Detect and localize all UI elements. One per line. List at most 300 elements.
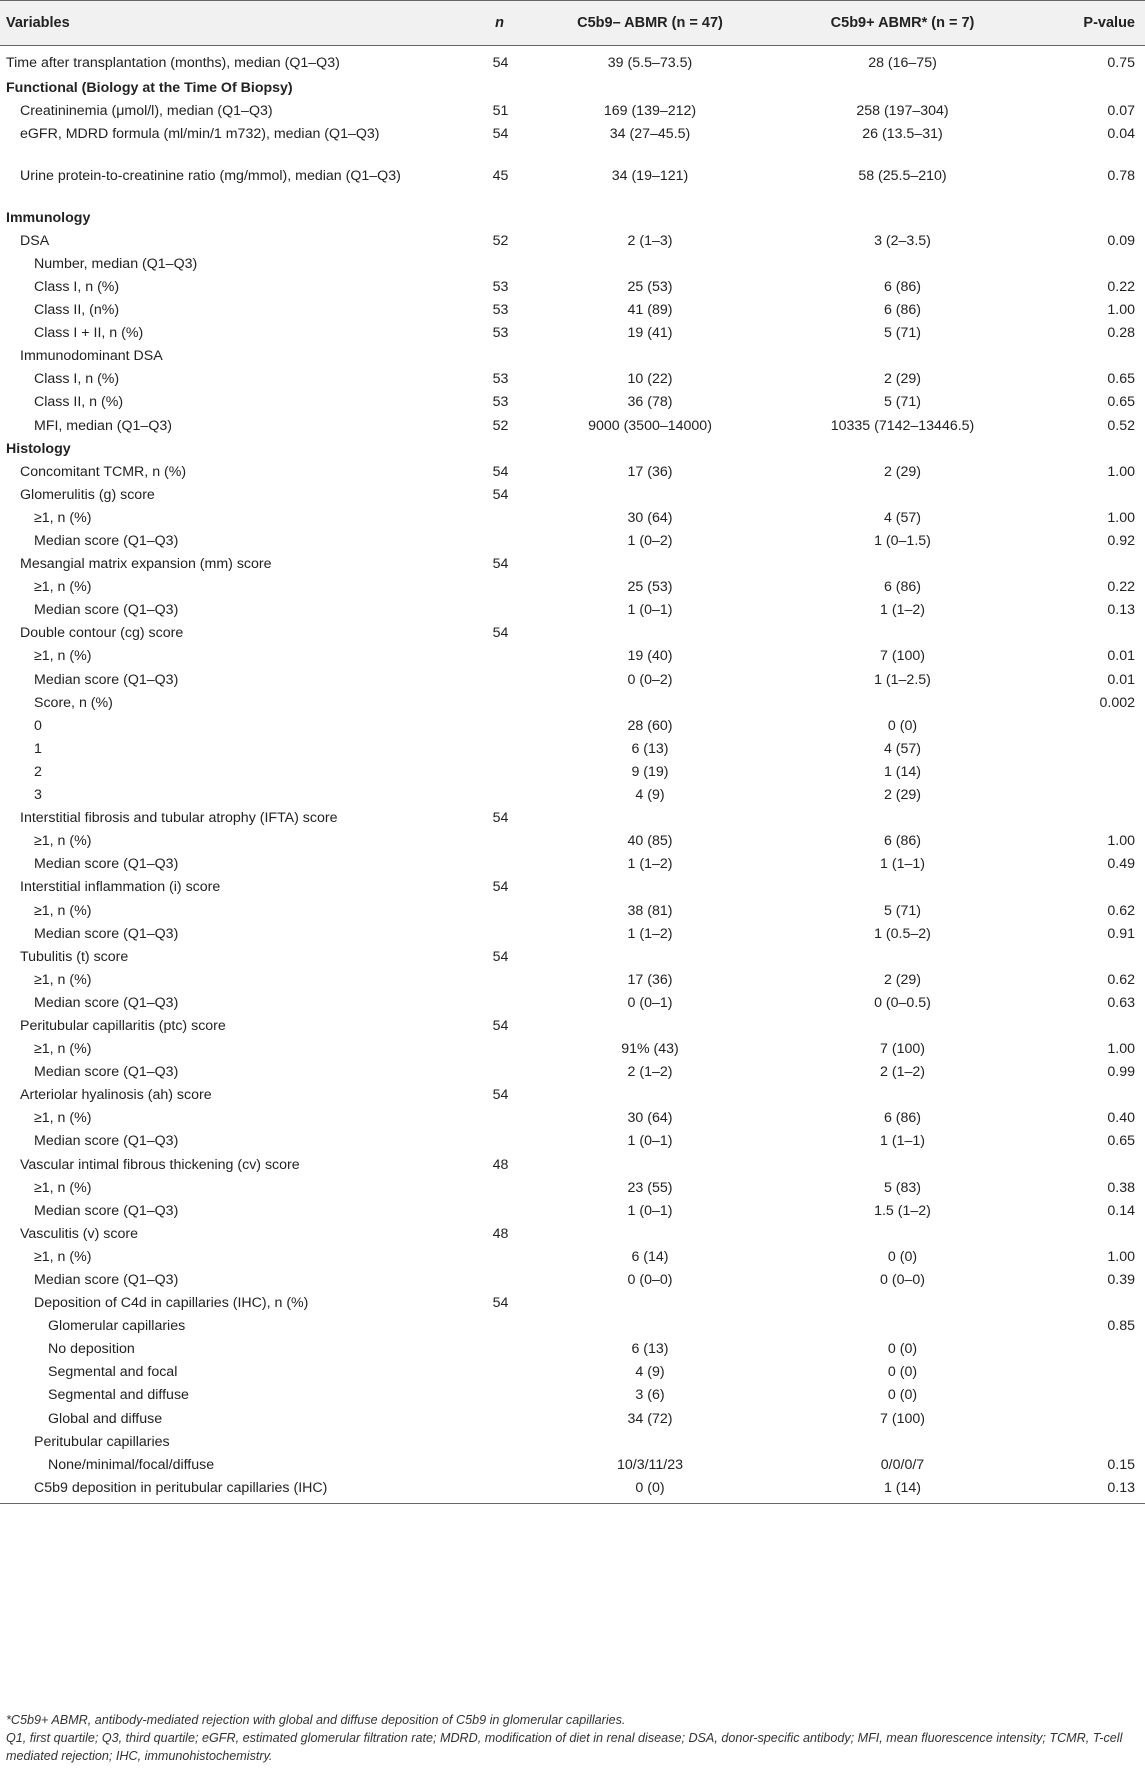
cell-c5b9-positive: 2 (1–2) <box>880 1064 925 1081</box>
cell-p-value <box>1030 737 1145 760</box>
cell-p-value <box>1030 1337 1145 1360</box>
cell-c5b9-positive: 0 (0) <box>887 1387 918 1404</box>
cell-n <box>440 1337 525 1360</box>
cell-c5b9-negative <box>525 552 775 575</box>
cell-variable: Median score (Q1–Q3) <box>34 1272 179 1288</box>
cell-n: 51 <box>492 102 509 119</box>
cell-c5b9-positive <box>775 1222 1030 1245</box>
cell-c5b9-negative: 4 (9) <box>635 1364 665 1381</box>
cell-c5b9-positive <box>775 945 1030 968</box>
table-row <box>0 344 1145 367</box>
cell-c5b9-negative: 0 (0–1) <box>627 994 673 1011</box>
cell-p-value: 0.52 <box>1107 417 1135 434</box>
cell-p-value: 0.01 <box>1107 671 1135 688</box>
cell-n: 52 <box>492 417 509 434</box>
cell-p-value <box>1030 1083 1145 1106</box>
cell-variable: Immunology <box>6 209 91 226</box>
cell-n <box>440 899 525 922</box>
section-row <box>0 76 1145 99</box>
cell-variable: 1 <box>34 740 42 757</box>
table-row <box>0 1129 1145 1152</box>
cell-c5b9-negative: 1 (1–2) <box>627 856 673 873</box>
cell-c5b9-positive: 0 (0) <box>887 1341 918 1358</box>
table-row <box>0 1430 1145 1453</box>
cell-p-value: 1.00 <box>1107 302 1135 319</box>
cell-p-value: 1.00 <box>1107 833 1135 850</box>
table-row <box>0 483 1145 506</box>
table-row <box>0 922 1145 945</box>
cell-n: 54 <box>492 879 509 896</box>
cell-p-value <box>1030 1222 1145 1245</box>
cell-n <box>440 1453 525 1476</box>
cell-p-value <box>1030 714 1145 737</box>
table-body <box>0 46 1145 1504</box>
cell-p-value <box>1030 945 1145 968</box>
cell-variable: Interstitial inflammation (i) score <box>20 879 221 896</box>
cell-variable: Creatininemia (μmol/l), median (Q1–Q3) <box>20 102 273 119</box>
cell-variable: Glomerulitis (g) score <box>20 486 155 503</box>
cell-c5b9-negative: 3 (6) <box>635 1387 665 1404</box>
table-row <box>0 552 1145 575</box>
cell-n <box>440 206 525 229</box>
cell-p-value: 0.65 <box>1107 394 1135 411</box>
cell-n <box>440 76 525 99</box>
cell-c5b9-positive <box>775 691 1030 714</box>
cell-p-value <box>1030 783 1145 806</box>
cell-n <box>440 968 525 991</box>
cell-n <box>440 252 525 275</box>
cell-p-value: 1.00 <box>1107 1248 1135 1265</box>
table-row <box>0 46 1145 76</box>
cell-n <box>440 668 525 691</box>
table-row <box>0 783 1145 806</box>
cell-n: 54 <box>492 1295 509 1312</box>
cell-c5b9-negative <box>525 691 775 714</box>
cell-n: 53 <box>492 394 509 411</box>
cell-n: 52 <box>492 232 509 249</box>
cell-n <box>440 575 525 598</box>
cell-c5b9-negative: 28 (60) <box>627 717 673 734</box>
table-row <box>0 1337 1145 1360</box>
cell-variable: Score, n (%) <box>34 694 113 711</box>
cell-c5b9-negative <box>525 437 775 460</box>
cell-c5b9-positive: 4 (57) <box>883 509 922 526</box>
cell-variable: Glomerular capillaries <box>48 1318 186 1335</box>
cell-p-value: 0.49 <box>1107 856 1135 873</box>
cell-variable: Median score (Q1–Q3) <box>34 994 179 1011</box>
cell-p-value <box>1030 621 1145 644</box>
cell-p-value: 0.002 <box>1099 694 1135 711</box>
cell-variable: Class I, n (%) <box>34 278 120 295</box>
cell-variable: Functional (Biology at the Time Of Biopsy) <box>6 79 293 96</box>
cell-variable: Median score (Q1–Q3) <box>34 856 179 873</box>
cell-variable: Number, median (Q1–Q3) <box>34 255 198 272</box>
table-row <box>0 575 1145 598</box>
cell-variable: DSA <box>20 232 50 249</box>
cell-p-value <box>1030 483 1145 506</box>
cell-p-value <box>1030 1407 1145 1430</box>
cell-c5b9-negative <box>525 1014 775 1037</box>
cell-c5b9-negative: 17 (36) <box>627 971 673 988</box>
cell-n <box>440 598 525 621</box>
cell-variable: 3 <box>34 787 42 804</box>
cell-n: 54 <box>492 1017 509 1034</box>
cell-c5b9-negative: 0 (0) <box>635 1479 665 1496</box>
cell-c5b9-positive: 1 (1–1) <box>880 1133 925 1150</box>
cell-c5b9-negative <box>525 252 775 275</box>
cell-c5b9-positive: 258 (197–304) <box>856 102 949 119</box>
cell-c5b9-negative: 9000 (3500–14000) <box>588 417 712 434</box>
cell-c5b9-negative: 40 (85) <box>627 833 673 850</box>
cell-c5b9-positive: 28 (16–75) <box>868 55 937 71</box>
cell-p-value <box>1030 1291 1145 1314</box>
footnotes <box>6 1711 1136 1765</box>
cell-variable: ≥1, n (%) <box>34 902 92 919</box>
cell-c5b9-negative: 0 (0–0) <box>627 1272 673 1288</box>
cell-variable: None/minimal/focal/diffuse <box>48 1456 215 1473</box>
cell-variable: MFI, median (Q1–Q3) <box>34 417 172 434</box>
cell-c5b9-positive: 1 (1–2.5) <box>874 671 931 688</box>
table-row <box>0 1106 1145 1129</box>
footnote-abbreviations: Q1, first quartile; Q3, third quartile; eGFR, estimated glomerular filtration rate; MDRD, modification of diet in renal disease; DSA, donor-specific antibody; MFI, mean fluorescence intensity; TCMR, T-cell mediated rejection; IHC, immunohistochemistry. <box>6 1731 1123 1763</box>
cell-variable: Median score (Q1–Q3) <box>34 1064 179 1081</box>
cell-c5b9-negative <box>525 1314 775 1337</box>
table-row <box>0 1268 1145 1291</box>
cell-c5b9-negative: 25 (53) <box>627 278 673 295</box>
cell-c5b9-positive: 2 (29) <box>883 463 922 480</box>
cell-n: 54 <box>492 948 509 965</box>
cell-variable: ≥1, n (%) <box>34 1041 92 1058</box>
cell-c5b9-negative: 1 (0–1) <box>627 1133 673 1150</box>
table-row <box>0 164 1145 206</box>
cell-p-value: 0.28 <box>1107 325 1135 342</box>
table-header <box>0 1 1145 46</box>
cell-n <box>440 1268 525 1291</box>
cell-c5b9-negative: 9 (19) <box>631 763 669 780</box>
cell-n <box>440 760 525 783</box>
cell-p-value: 1.00 <box>1107 463 1135 480</box>
cell-c5b9-negative <box>525 1430 775 1453</box>
section-row <box>0 206 1145 229</box>
cell-variable: ≥1, n (%) <box>34 1110 92 1127</box>
cell-c5b9-positive: 10335 (7142–13446.5) <box>830 417 975 434</box>
cell-p-value <box>1030 875 1145 898</box>
cell-n <box>440 783 525 806</box>
cell-p-value <box>1030 552 1145 575</box>
cell-n: 48 <box>492 1225 509 1242</box>
cell-variable: eGFR, MDRD formula (ml/min/1 m732), median (Q1–Q3) <box>20 125 380 142</box>
cell-p-value <box>1030 76 1145 99</box>
section-row <box>0 437 1145 460</box>
table-row <box>0 122 1145 164</box>
table-row <box>0 829 1145 852</box>
cell-c5b9-negative: 6 (13) <box>631 740 669 757</box>
cell-c5b9-negative <box>525 1222 775 1245</box>
cell-p-value: 0.78 <box>1107 167 1135 184</box>
cell-c5b9-positive: 2 (29) <box>883 787 922 804</box>
table-row <box>0 621 1145 644</box>
cell-c5b9-negative: 34 (19–121) <box>611 167 689 184</box>
cell-n <box>440 1383 525 1406</box>
cell-variable: Mesangial matrix expansion (mm) score <box>20 556 272 573</box>
cell-p-value: 0.09 <box>1107 232 1135 249</box>
cell-n <box>440 1476 525 1504</box>
cell-c5b9-positive: 0/0/0/7 <box>880 1456 925 1473</box>
table-row <box>0 968 1145 991</box>
table-row <box>0 99 1145 122</box>
cell-variable: Vascular intimal fibrous thickening (cv) score <box>20 1156 300 1173</box>
cell-c5b9-positive: 4 (57) <box>883 740 922 757</box>
cell-c5b9-positive <box>775 1083 1030 1106</box>
cell-p-value: 0.65 <box>1107 1133 1135 1150</box>
cell-variable: C5b9 deposition in peritubular capillaries (IHC) <box>34 1479 328 1496</box>
cell-p-value <box>1030 1014 1145 1037</box>
cell-variable: Segmental and focal <box>48 1364 178 1381</box>
table-row <box>0 229 1145 252</box>
cell-p-value: 0.22 <box>1107 579 1135 596</box>
cell-n <box>440 506 525 529</box>
cell-c5b9-negative: 34 (72) <box>627 1410 673 1427</box>
cell-n <box>440 344 525 367</box>
cell-c5b9-negative: 39 (5.5–73.5) <box>607 55 693 71</box>
cell-c5b9-positive <box>775 344 1030 367</box>
cell-c5b9-positive: 6 (86) <box>883 833 922 850</box>
cell-c5b9-positive: 0 (0) <box>887 717 918 734</box>
cell-c5b9-negative <box>525 483 775 506</box>
table-row <box>0 275 1145 298</box>
cell-c5b9-positive: 7 (100) <box>880 1410 925 1427</box>
cell-c5b9-negative <box>525 1291 775 1314</box>
cell-c5b9-negative: 4 (9) <box>635 787 665 804</box>
cell-c5b9-positive: 6 (86) <box>883 579 922 596</box>
cell-c5b9-positive <box>775 483 1030 506</box>
cell-c5b9-negative: 91% (43) <box>621 1041 679 1058</box>
cell-c5b9-positive: 6 (86) <box>883 1110 922 1127</box>
cell-variable: Arteriolar hyalinosis (ah) score <box>20 1087 212 1104</box>
cell-p-value: 0.62 <box>1107 971 1135 988</box>
cell-variable: 2 <box>34 763 42 780</box>
cell-c5b9-positive: 7 (100) <box>880 1041 925 1058</box>
cell-variable: Interstitial fibrosis and tubular atrophy (IFTA) score <box>20 810 338 827</box>
cell-variable: Median score (Q1–Q3) <box>34 1133 179 1150</box>
cell-c5b9-negative: 169 (139–212) <box>603 102 697 119</box>
table-row <box>0 691 1145 714</box>
cell-variable: Deposition of C4d in capillaries (IHC), n (%) <box>34 1295 309 1312</box>
cell-c5b9-positive: 0 (0) <box>887 1248 918 1265</box>
cell-variable: ≥1, n (%) <box>34 579 92 596</box>
cell-variable: Segmental and diffuse <box>48 1387 189 1404</box>
table-row <box>0 1383 1145 1406</box>
table-row <box>0 1314 1145 1337</box>
cell-c5b9-negative: 34 (27–45.5) <box>609 125 691 142</box>
cell-n <box>440 714 525 737</box>
cell-c5b9-positive: 3 (2–3.5) <box>874 232 931 249</box>
cell-variable: ≥1, n (%) <box>34 648 92 665</box>
cell-p-value <box>1030 252 1145 275</box>
cell-n <box>440 1106 525 1129</box>
cell-c5b9-negative: 6 (13) <box>631 1341 669 1358</box>
cell-c5b9-positive: 1 (1–1) <box>880 856 925 873</box>
cell-c5b9-negative: 30 (64) <box>627 509 673 526</box>
cell-variable: Median score (Q1–Q3) <box>34 1202 179 1219</box>
cell-c5b9-positive: 7 (100) <box>880 648 925 665</box>
cell-variable: Class II, n (%) <box>34 394 124 411</box>
cell-n: 48 <box>492 1156 509 1173</box>
cell-c5b9-positive: 6 (86) <box>883 302 922 319</box>
cell-p-value: 0.92 <box>1107 533 1135 549</box>
table-row <box>0 1222 1145 1245</box>
cell-p-value: 0.85 <box>1107 1318 1135 1335</box>
cell-c5b9-positive <box>775 1430 1030 1453</box>
cell-variable: Peritubular capillaritis (ptc) score <box>20 1017 226 1034</box>
cell-n <box>440 1060 525 1083</box>
cell-variable: Class I, n (%) <box>34 371 120 388</box>
cell-c5b9-negative: 41 (89) <box>627 302 673 319</box>
table-row <box>0 414 1145 437</box>
cell-n <box>440 1360 525 1383</box>
cell-c5b9-positive: 1 (1–2) <box>880 602 925 619</box>
cell-p-value: 0.75 <box>1107 55 1135 71</box>
cell-c5b9-negative <box>525 344 775 367</box>
cell-n <box>440 644 525 667</box>
table-row <box>0 991 1145 1014</box>
cell-c5b9-positive <box>775 1014 1030 1037</box>
table-row <box>0 737 1145 760</box>
cell-variable: Class I + II, n (%) <box>34 325 144 342</box>
cell-c5b9-negative: 10/3/11/23 <box>616 1456 683 1473</box>
cell-variable: ≥1, n (%) <box>34 833 92 850</box>
cell-variable: Median score (Q1–Q3) <box>34 671 179 688</box>
cell-c5b9-positive: 1.5 (1–2) <box>874 1202 931 1219</box>
cell-c5b9-negative: 1 (1–2) <box>627 925 673 942</box>
cell-c5b9-negative <box>525 806 775 829</box>
cell-n: 54 <box>492 625 509 642</box>
table-row <box>0 598 1145 621</box>
header-c5b9-positive: C5b9+ ABMR* (n = 7) <box>775 1 1030 46</box>
table-row <box>0 1037 1145 1060</box>
cell-p-value: 0.13 <box>1107 602 1135 619</box>
cell-c5b9-negative <box>525 621 775 644</box>
cell-p-value: 0.38 <box>1107 1179 1135 1196</box>
cell-n <box>440 1314 525 1337</box>
table-row <box>0 875 1145 898</box>
cell-n <box>440 1430 525 1453</box>
cell-variable: ≥1, n (%) <box>34 1248 92 1265</box>
table-row <box>0 1153 1145 1176</box>
cell-variable: Immunodominant DSA <box>20 348 163 365</box>
cell-variable: Peritubular capillaries <box>34 1433 170 1450</box>
cell-c5b9-positive: 0 (0) <box>887 1364 918 1381</box>
table-row <box>0 945 1145 968</box>
cell-c5b9-positive <box>775 1314 1030 1337</box>
cell-c5b9-positive <box>775 206 1030 229</box>
table-row <box>0 367 1145 390</box>
cell-c5b9-negative: 2 (1–2) <box>627 1064 673 1081</box>
cell-n: 53 <box>492 325 509 342</box>
cell-c5b9-positive <box>775 252 1030 275</box>
cell-c5b9-positive <box>775 437 1030 460</box>
cell-c5b9-negative: 19 (41) <box>627 325 673 342</box>
cell-variable: No deposition <box>48 1341 135 1358</box>
table-row <box>0 390 1145 413</box>
table-row <box>0 1083 1145 1106</box>
cell-c5b9-positive: 1 (0.5–2) <box>874 925 931 942</box>
table-row <box>0 806 1145 829</box>
footnote-asterisk: *C5b9+ ABMR, antibody-mediated rejection with global and diffuse deposition of C5b9 in glomerular capillaries. <box>6 1713 626 1727</box>
table-row <box>0 1407 1145 1430</box>
cell-c5b9-negative: 30 (64) <box>627 1110 673 1127</box>
cell-c5b9-negative: 23 (55) <box>627 1179 673 1196</box>
table-row <box>0 852 1145 875</box>
header-c5b9-negative: C5b9– ABMR (n = 47) <box>525 1 775 46</box>
cell-n <box>440 1199 525 1222</box>
cell-p-value <box>1030 1383 1145 1406</box>
cell-n <box>440 691 525 714</box>
cell-c5b9-negative: 17 (36) <box>627 463 673 480</box>
cell-c5b9-positive <box>775 1291 1030 1314</box>
cell-c5b9-negative: 1 (0–1) <box>627 602 673 619</box>
header-p-value: P-value <box>1030 1 1145 46</box>
cell-c5b9-negative: 10 (22) <box>627 371 673 388</box>
cell-n: 54 <box>492 463 509 480</box>
cell-variable: Median score (Q1–Q3) <box>34 533 179 549</box>
cell-c5b9-positive: 0 (0–0.5) <box>874 994 931 1011</box>
table-row <box>0 460 1145 483</box>
table-row <box>0 1014 1145 1037</box>
table-row <box>0 899 1145 922</box>
cell-p-value <box>1030 1153 1145 1176</box>
cell-n <box>440 991 525 1014</box>
cell-n: 54 <box>492 486 509 503</box>
cell-n <box>440 1407 525 1430</box>
table-row <box>0 252 1145 275</box>
cell-n: 54 <box>492 1087 509 1104</box>
cell-n: 53 <box>492 302 509 319</box>
cell-c5b9-positive: 5 (71) <box>883 902 922 919</box>
table-row <box>0 506 1145 529</box>
cell-variable: Median score (Q1–Q3) <box>34 602 179 619</box>
cell-c5b9-negative: 38 (81) <box>627 902 673 919</box>
cell-n <box>440 829 525 852</box>
cell-p-value <box>1030 437 1145 460</box>
table-row <box>0 1176 1145 1199</box>
cell-p-value: 1.00 <box>1107 509 1135 526</box>
cell-variable: Urine protein-to-creatinine ratio (mg/mmol), median (Q1–Q3) <box>20 167 401 184</box>
cell-variable: Time after transplantation (months), median (Q1–Q3) <box>6 55 340 71</box>
cell-p-value: 0.63 <box>1107 994 1135 1011</box>
cell-variable: ≥1, n (%) <box>34 509 92 526</box>
cell-c5b9-positive: 1 (14) <box>883 1479 922 1496</box>
cell-c5b9-negative <box>525 206 775 229</box>
cell-p-value: 0.40 <box>1107 1110 1135 1127</box>
table-row <box>0 1476 1145 1504</box>
cell-c5b9-positive <box>775 1153 1030 1176</box>
cell-c5b9-positive: 5 (71) <box>883 325 922 342</box>
cell-variable: Concomitant TCMR, n (%) <box>20 463 187 480</box>
table-row <box>0 1199 1145 1222</box>
cell-variable: ≥1, n (%) <box>34 1179 92 1196</box>
table-row <box>0 1453 1145 1476</box>
table-row <box>0 529 1145 552</box>
cell-p-value: 0.15 <box>1107 1456 1135 1473</box>
cell-c5b9-negative: 2 (1–3) <box>627 232 673 249</box>
cell-n: 54 <box>492 55 509 71</box>
header-row <box>0 1 1145 46</box>
cell-c5b9-positive: 2 (29) <box>883 371 922 388</box>
cell-n: 45 <box>492 167 509 184</box>
cell-p-value: 0.01 <box>1107 648 1135 665</box>
cell-c5b9-positive <box>775 76 1030 99</box>
